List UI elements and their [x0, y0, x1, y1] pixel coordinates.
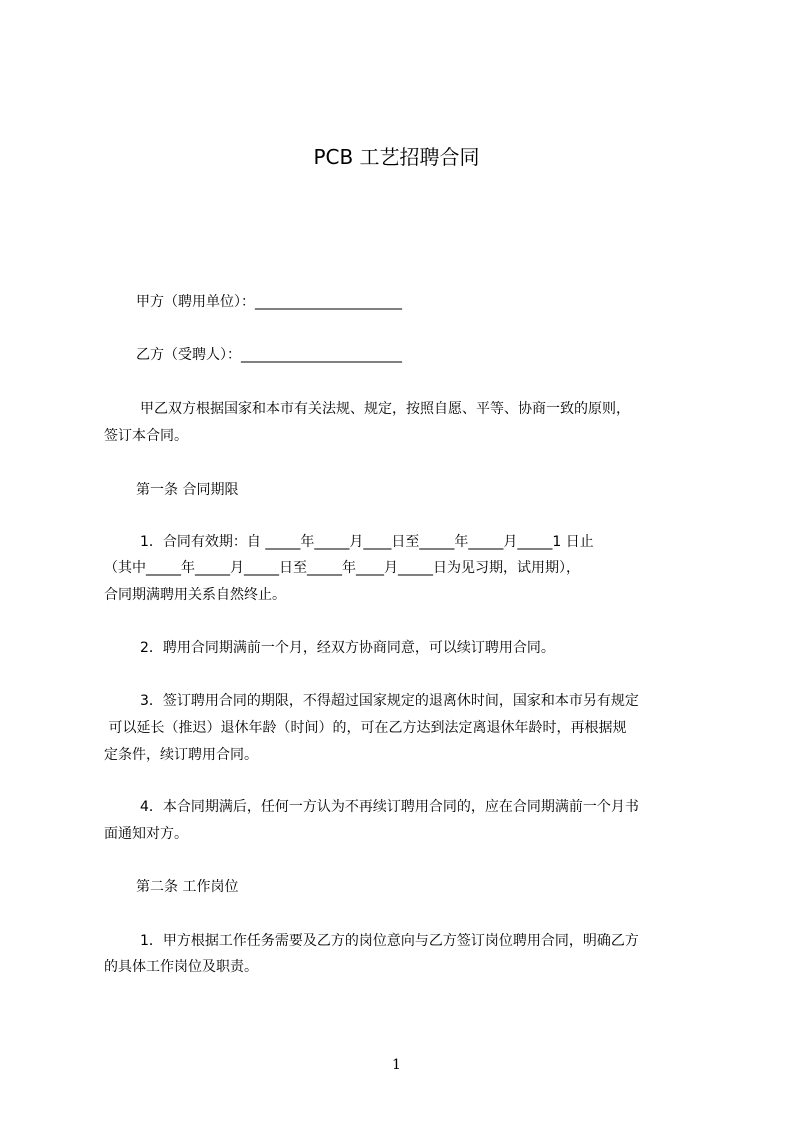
article-1-heading: 第一条 合同期限 — [136, 482, 239, 498]
document-title: PCB 工艺招聘合同 — [313, 145, 480, 169]
page-number: 1 — [392, 1057, 401, 1073]
party-b-line: 乙方（受聘人）：_______________________ — [136, 347, 402, 363]
intro-line-2: 签订本合同。 — [104, 428, 188, 444]
article-2-clause-1-line-2: 的具体工作岗位及职责。 — [104, 959, 258, 975]
party-a-line: 甲方（聘用单位）：_____________________ — [136, 294, 402, 310]
article-1-clause-1-line-3: 合同期满聘用关系自然终止。 — [104, 587, 286, 603]
article-1-clause-4-line-1: 4．本合同期满后，任何一方认为不再续订聘用合同的，应在合同期满前一个月书 — [140, 799, 639, 815]
article-1-clause-1-line-2: （其中_____年_____月_____日至_____年____月_____日为见习期，试用期）， — [104, 560, 580, 576]
article-2-heading: 第二条 工作岗位 — [136, 879, 239, 895]
article-1-clause-2-line-1: 2．聘用合同期满前一个月，经双方协商同意，可以续订聘用合同。 — [140, 640, 555, 656]
article-1-clause-3-line-3: 定条件，续订聘用合同。 — [104, 747, 258, 763]
intro-line-1: 甲乙双方根据国家和本市有关法规、规定，按照自愿、平等、协商一致的原则， — [140, 401, 630, 417]
article-1-clause-3-line-1: 3．签订聘用合同的期限，不得超过国家规定的退离休时间，国家和本市另有规定 — [140, 693, 639, 709]
article-2-clause-1-line-1: 1．甲方根据工作任务需要及乙方的岗位意向与乙方签订岗位聘用合同，明确乙方 — [140, 933, 639, 949]
article-1-clause-4-line-2: 面通知对方。 — [104, 826, 188, 842]
article-1-clause-1-line-1: 1．合同有效期：自 _____年_____月____日至_____年_____月_____1 日止 — [140, 534, 594, 550]
article-1-clause-3-line-2: 可以延长（推迟）退休年龄（时间）的，可在乙方达到法定离退休年龄时，再根据规 — [104, 720, 627, 736]
